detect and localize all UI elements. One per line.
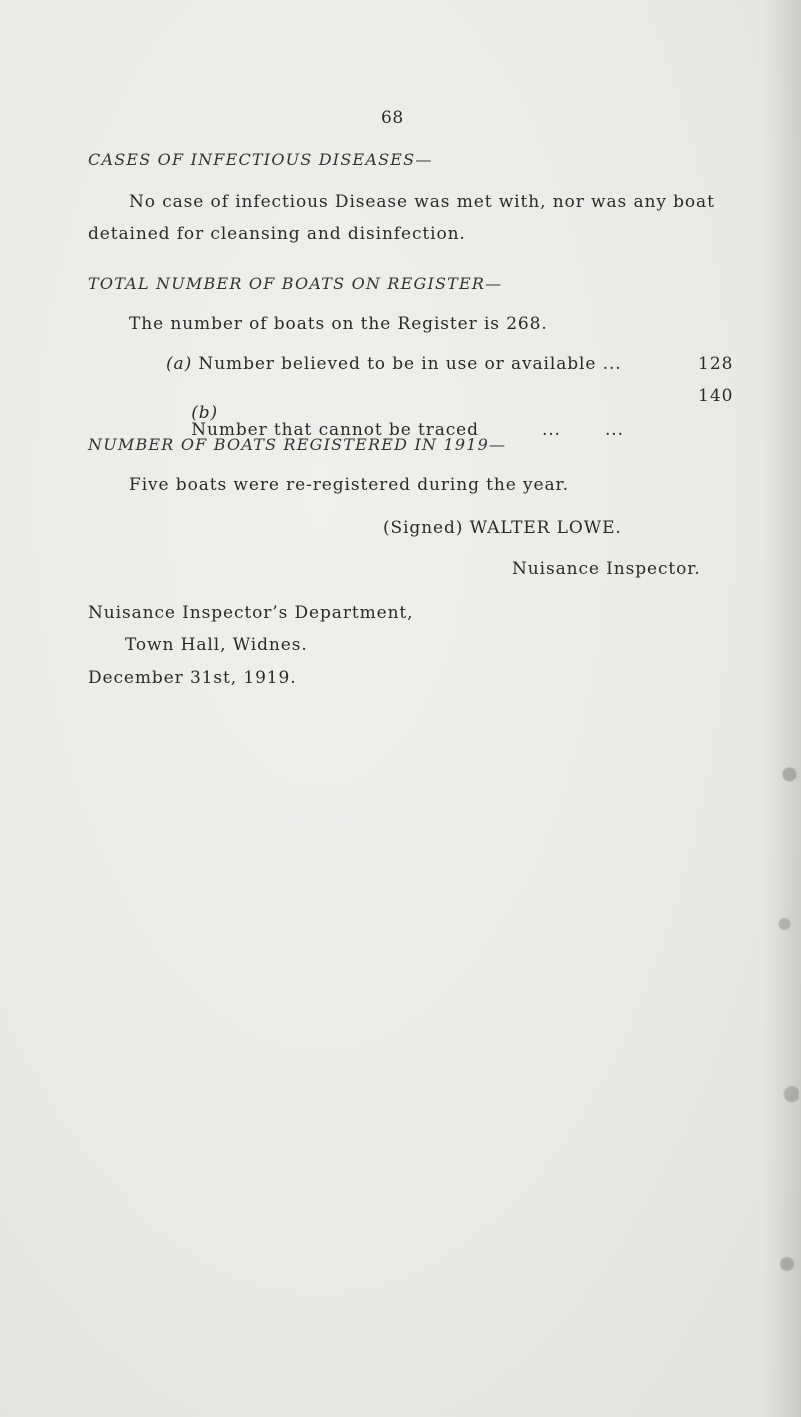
signature-signed: (Signed) WALTER LOWE.: [383, 518, 622, 538]
boats-item-b-value: 140: [698, 386, 734, 406]
total-boats-heading: TOTAL NUMBER OF BOATS ON REGISTER—: [88, 274, 503, 293]
boats-item-a: [166, 356, 622, 373]
infectious-diseases-text-line-1: No case of infectious Disease was met with, nor was any boat: [129, 192, 715, 212]
total-boats-intro: The number of boats on the Register is 268.: [129, 314, 548, 334]
boats-item-a-letter: (a): [166, 354, 193, 374]
boats-item-b-letter: (b): [191, 403, 219, 423]
boats-item-b-text: Number that cannot be traced ... ...: [191, 420, 624, 440]
boats-item-a-text: Number believed to be in use or available ...: [198, 354, 622, 374]
boats-item-a-value: 128: [698, 354, 734, 374]
registered-boats-text: Five boats were re-registered during the year.: [129, 475, 569, 495]
infectious-diseases-text-line-2: detained for cleansing and disinfection.: [88, 224, 466, 244]
address-line-1: Nuisance Inspector’s Department,: [88, 603, 414, 623]
infectious-diseases-heading: CASES OF INFECTIOUS DISEASES—: [88, 150, 433, 169]
address-line-2: Town Hall, Widnes.: [125, 635, 308, 655]
page-number: 68: [381, 108, 404, 128]
page-edge-stains: [775, 720, 799, 1400]
address-date: December 31st, 1919.: [88, 668, 297, 688]
registered-boats-heading: NUMBER OF BOATS REGISTERED IN 1919—: [88, 435, 507, 454]
signature-title: Nuisance Inspector.: [512, 559, 701, 579]
